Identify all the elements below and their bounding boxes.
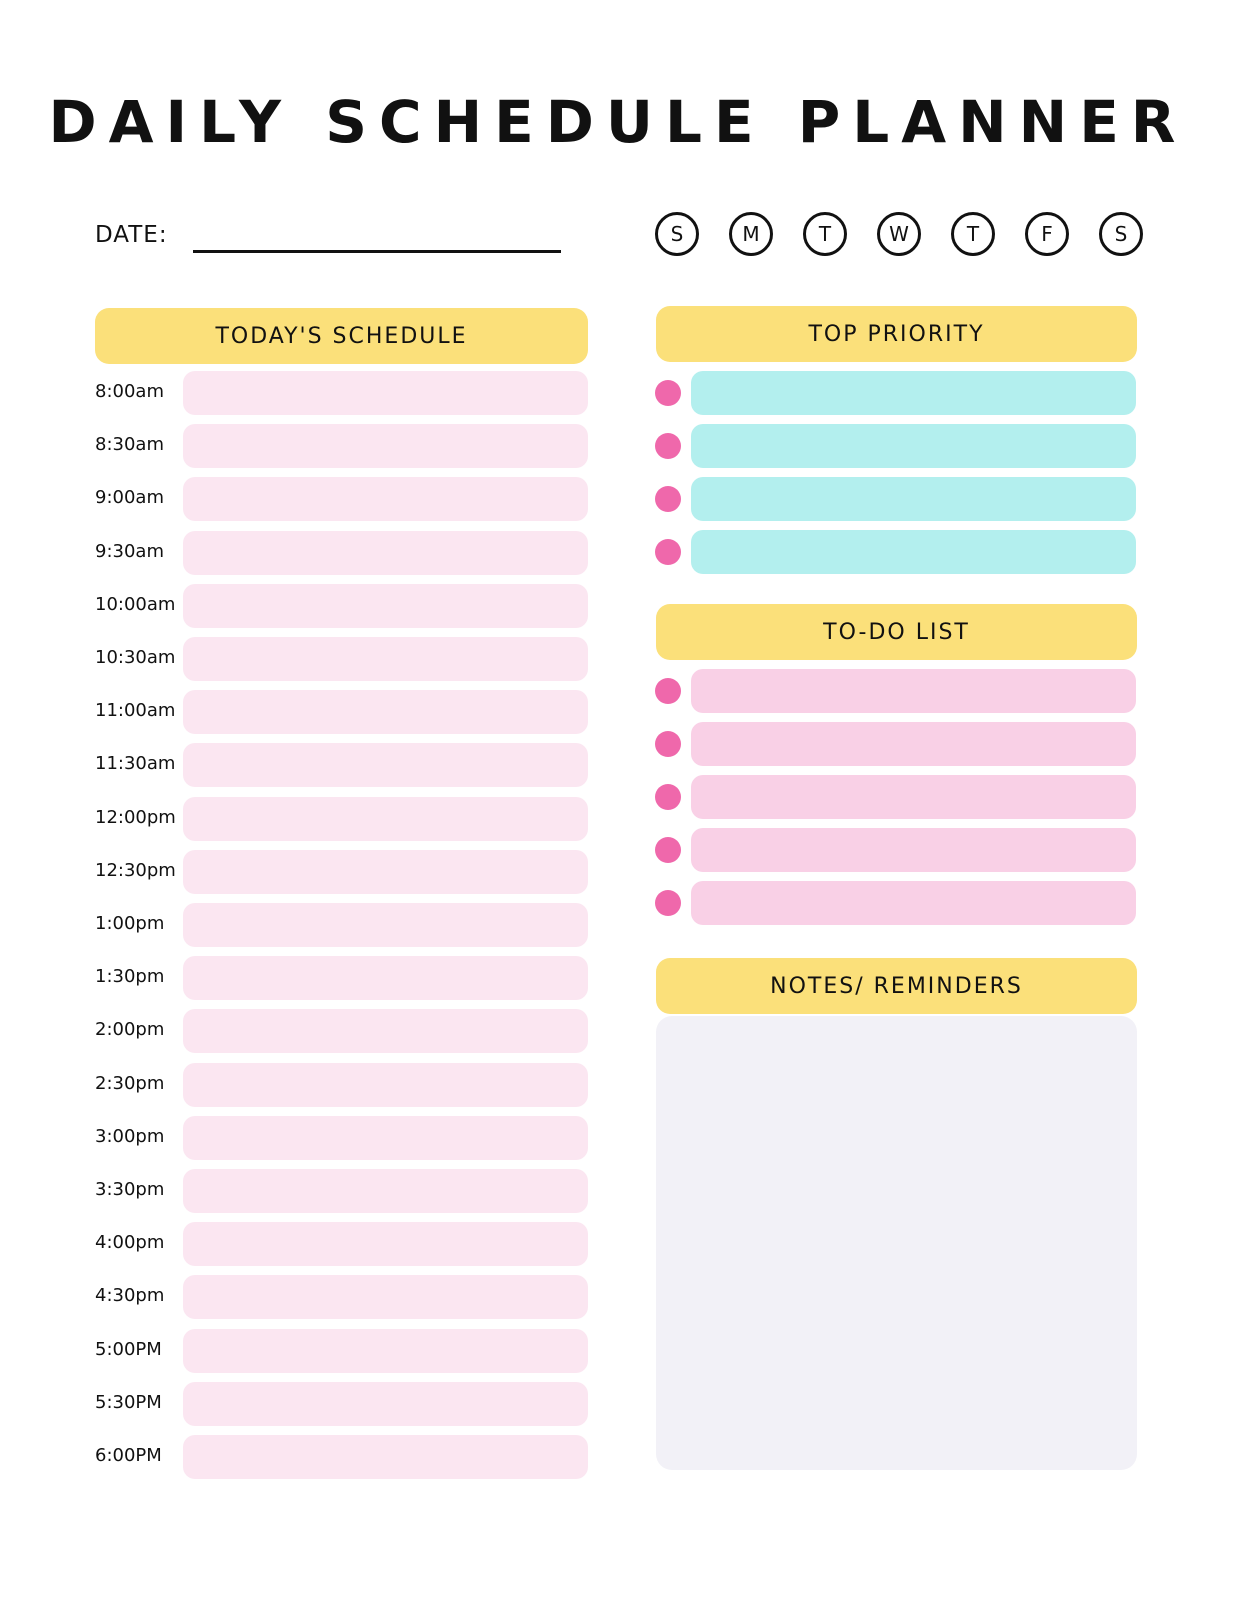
bullet-icon (655, 433, 681, 459)
schedule-slot[interactable] (183, 1435, 588, 1479)
day-circle-saturday[interactable]: S (1099, 212, 1143, 256)
bullet-icon (655, 486, 681, 512)
schedule-slot[interactable] (183, 743, 588, 787)
schedule-slot[interactable] (183, 1382, 588, 1426)
schedule-slot[interactable] (183, 1169, 588, 1213)
day-circle-thursday[interactable]: T (951, 212, 995, 256)
time-label: 5:30PM (95, 1392, 162, 1413)
todo-item-field[interactable] (691, 881, 1136, 925)
schedule-slot[interactable] (183, 903, 588, 947)
time-label: 3:00pm (95, 1126, 165, 1147)
time-label: 9:30am (95, 541, 164, 562)
day-circle-friday[interactable]: F (1025, 212, 1069, 256)
time-label: 8:00am (95, 381, 164, 402)
priority-item-field[interactable] (691, 530, 1136, 574)
schedule-slot[interactable] (183, 1222, 588, 1266)
time-label: 12:00pm (95, 807, 176, 828)
schedule-slot[interactable] (183, 584, 588, 628)
priority-item-field[interactable] (691, 371, 1136, 415)
schedule-slot[interactable] (183, 1009, 588, 1053)
time-label: 6:00PM (95, 1445, 162, 1466)
time-label: 11:30am (95, 753, 176, 774)
todo-item-field[interactable] (691, 775, 1136, 819)
bullet-icon (655, 539, 681, 565)
schedule-slot[interactable] (183, 1116, 588, 1160)
time-label: 10:00am (95, 594, 176, 615)
bullet-icon (655, 890, 681, 916)
schedule-slot[interactable] (183, 956, 588, 1000)
day-circle-monday[interactable]: M (729, 212, 773, 256)
bullet-icon (655, 837, 681, 863)
schedule-slot[interactable] (183, 797, 588, 841)
notes-area[interactable] (656, 1016, 1137, 1470)
time-label: 11:00am (95, 700, 176, 721)
priority-item-field[interactable] (691, 477, 1136, 521)
time-label: 2:30pm (95, 1073, 165, 1094)
date-label: DATE: (95, 222, 168, 248)
schedule-slot[interactable] (183, 690, 588, 734)
todo-item-field[interactable] (691, 722, 1136, 766)
schedule-header: TODAY'S SCHEDULE (95, 308, 588, 364)
time-label: 9:00am (95, 487, 164, 508)
schedule-slot[interactable] (183, 371, 588, 415)
schedule-slot[interactable] (183, 850, 588, 894)
schedule-slot[interactable] (183, 1275, 588, 1319)
time-label: 4:30pm (95, 1285, 165, 1306)
bullet-icon (655, 678, 681, 704)
day-circle-wednesday[interactable]: W (877, 212, 921, 256)
schedule-slot[interactable] (183, 531, 588, 575)
day-circle-sunday[interactable]: S (655, 212, 699, 256)
time-label: 8:30am (95, 434, 164, 455)
bullet-icon (655, 731, 681, 757)
bullet-icon (655, 784, 681, 810)
top-priority-header: TOP PRIORITY (656, 306, 1137, 362)
todo-item-field[interactable] (691, 669, 1136, 713)
time-label: 5:00PM (95, 1339, 162, 1360)
time-label: 1:00pm (95, 913, 165, 934)
time-label: 3:30pm (95, 1179, 165, 1200)
priority-item-field[interactable] (691, 424, 1136, 468)
todo-header: TO-DO LIST (656, 604, 1137, 660)
time-label: 12:30pm (95, 860, 176, 881)
time-label: 2:00pm (95, 1019, 165, 1040)
schedule-slot[interactable] (183, 637, 588, 681)
time-label: 1:30pm (95, 966, 165, 987)
schedule-slot[interactable] (183, 1329, 588, 1373)
date-input-line[interactable] (193, 250, 561, 253)
schedule-slot[interactable] (183, 424, 588, 468)
day-circle-tuesday[interactable]: T (803, 212, 847, 256)
page-title: DAILY SCHEDULE PLANNER (48, 88, 1188, 156)
schedule-slot[interactable] (183, 477, 588, 521)
time-label: 4:00pm (95, 1232, 165, 1253)
notes-header: NOTES/ REMINDERS (656, 958, 1137, 1014)
bullet-icon (655, 380, 681, 406)
time-label: 10:30am (95, 647, 176, 668)
todo-item-field[interactable] (691, 828, 1136, 872)
schedule-slot[interactable] (183, 1063, 588, 1107)
